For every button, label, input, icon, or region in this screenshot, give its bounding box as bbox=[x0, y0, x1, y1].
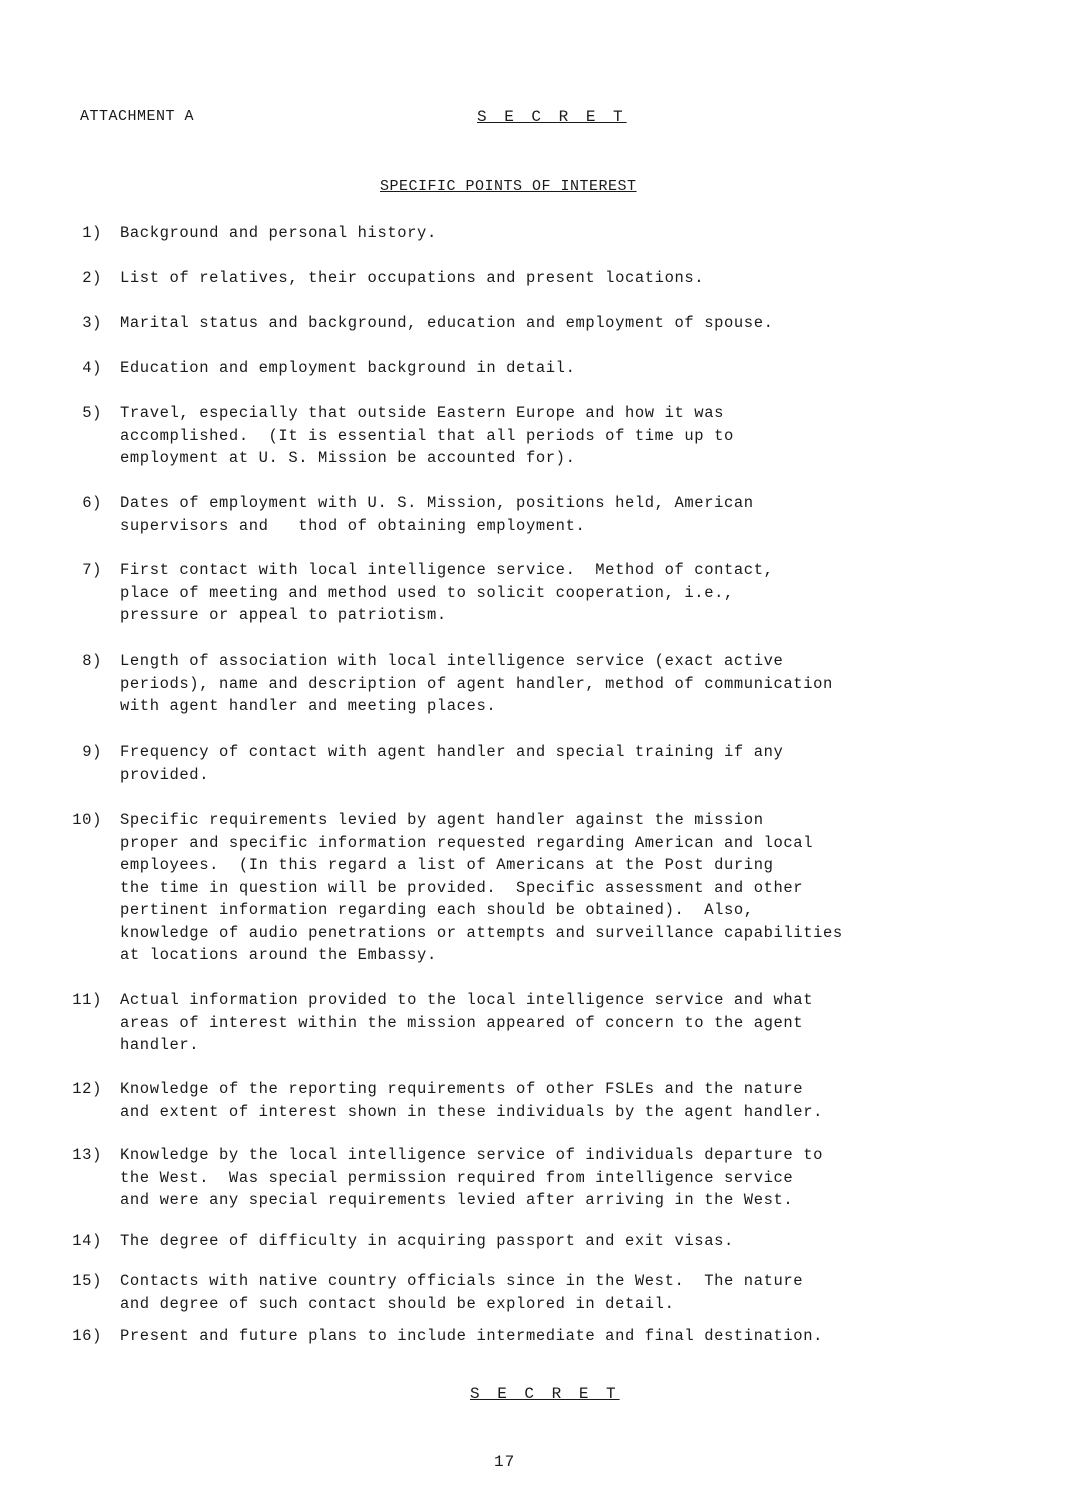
item-number: 3) bbox=[82, 314, 102, 332]
item-text: List of relatives, their occupations and present locations. bbox=[120, 269, 705, 287]
item-text: Marital status and background, education and employment of spouse. bbox=[120, 314, 774, 332]
item-text: Knowledge of the reporting requirements of other FSLEs and the nature and extent of interest shown in these individuals by the agent handler. bbox=[120, 1080, 824, 1121]
item-number: 9) bbox=[82, 743, 102, 761]
list-item bbox=[62, 809, 962, 967]
item-text: Knowledge by the local intelligence service of individuals departure to the West. Was special permission required from intelligence service and were any special requirements levied after arriving in the West. bbox=[120, 1146, 824, 1209]
item-number: 10) bbox=[72, 811, 102, 829]
list-item bbox=[62, 650, 962, 718]
item-text: Travel, especially that outside Eastern Europe and how it was accomplished. (It is essential that all periods of time up to employment at U. S. Mission be accounted for). bbox=[120, 404, 734, 467]
item-number: 11) bbox=[72, 991, 102, 1009]
list-item bbox=[62, 402, 962, 470]
list-item bbox=[62, 1144, 962, 1212]
item-text: Length of association with local intelligence service (exact active periods), name and description of agent handler, method of communication with agent handler and meeting places. bbox=[120, 652, 833, 715]
list-item bbox=[62, 222, 962, 245]
list-item bbox=[62, 559, 962, 627]
attachment-label: ATTACHMENT A bbox=[80, 108, 195, 125]
item-text: Present and future plans to include intermediate and final destination. bbox=[120, 1327, 824, 1345]
item-text: Education and employment background in detail. bbox=[120, 359, 576, 377]
list-item bbox=[62, 492, 962, 537]
list-item bbox=[62, 741, 962, 786]
list-item bbox=[62, 989, 962, 1057]
item-number: 6) bbox=[82, 494, 102, 512]
list-item bbox=[62, 1078, 962, 1123]
item-number: 13) bbox=[72, 1146, 102, 1164]
list-item bbox=[62, 357, 962, 380]
item-text: Background and personal history. bbox=[120, 224, 437, 242]
item-number: 8) bbox=[82, 652, 102, 670]
page-number: 17 bbox=[494, 1453, 516, 1471]
item-text: Actual information provided to the local intelligence service and what areas of interest within the mission appeared of concern to the agent handler. bbox=[120, 991, 814, 1054]
item-number: 2) bbox=[82, 269, 102, 287]
list-item bbox=[62, 267, 962, 290]
item-number: 15) bbox=[72, 1272, 102, 1290]
item-text: Contacts with native country officials since in the West. The nature and degree of such contact should be explored in detail. bbox=[120, 1272, 804, 1313]
list-item bbox=[62, 1270, 962, 1315]
item-text: The degree of difficulty in acquiring passport and exit visas. bbox=[120, 1232, 734, 1250]
list-item bbox=[62, 1230, 962, 1253]
item-number: 12) bbox=[72, 1080, 102, 1098]
list-item bbox=[62, 1325, 962, 1348]
item-number: 1) bbox=[82, 224, 102, 242]
item-number: 5) bbox=[82, 404, 102, 422]
classification-marking-bottom: S E C R E T bbox=[470, 1385, 620, 1403]
classification-marking-top: S E C R E T bbox=[477, 108, 627, 126]
item-number: 14) bbox=[72, 1232, 102, 1250]
item-text: Dates of employment with U. S. Mission, positions held, American supervisors and thod of obtaining employment. bbox=[120, 494, 754, 535]
item-number: 16) bbox=[72, 1327, 102, 1345]
item-number: 4) bbox=[82, 359, 102, 377]
item-text: Frequency of contact with agent handler and special training if any provided. bbox=[120, 743, 784, 784]
item-text: Specific requirements levied by agent handler against the mission proper and specific information requested regarding American and local employees. (In this regard a list of Americans at the Post during the time in question will be provided. Specific assessment and other pertinent information regarding each should be obtained). Also, knowledge of audio penetrations or attempts and surveillance capabilities at locations around the Embassy. bbox=[120, 811, 843, 964]
item-text: First contact with local intelligence service. Method of contact, place of meeting and method used to solicit cooperation, i.e., pressure or appeal to patriotism. bbox=[120, 561, 774, 624]
list-item bbox=[62, 312, 962, 335]
section-title: SPECIFIC POINTS OF INTEREST bbox=[380, 178, 637, 195]
item-number: 7) bbox=[82, 561, 102, 579]
